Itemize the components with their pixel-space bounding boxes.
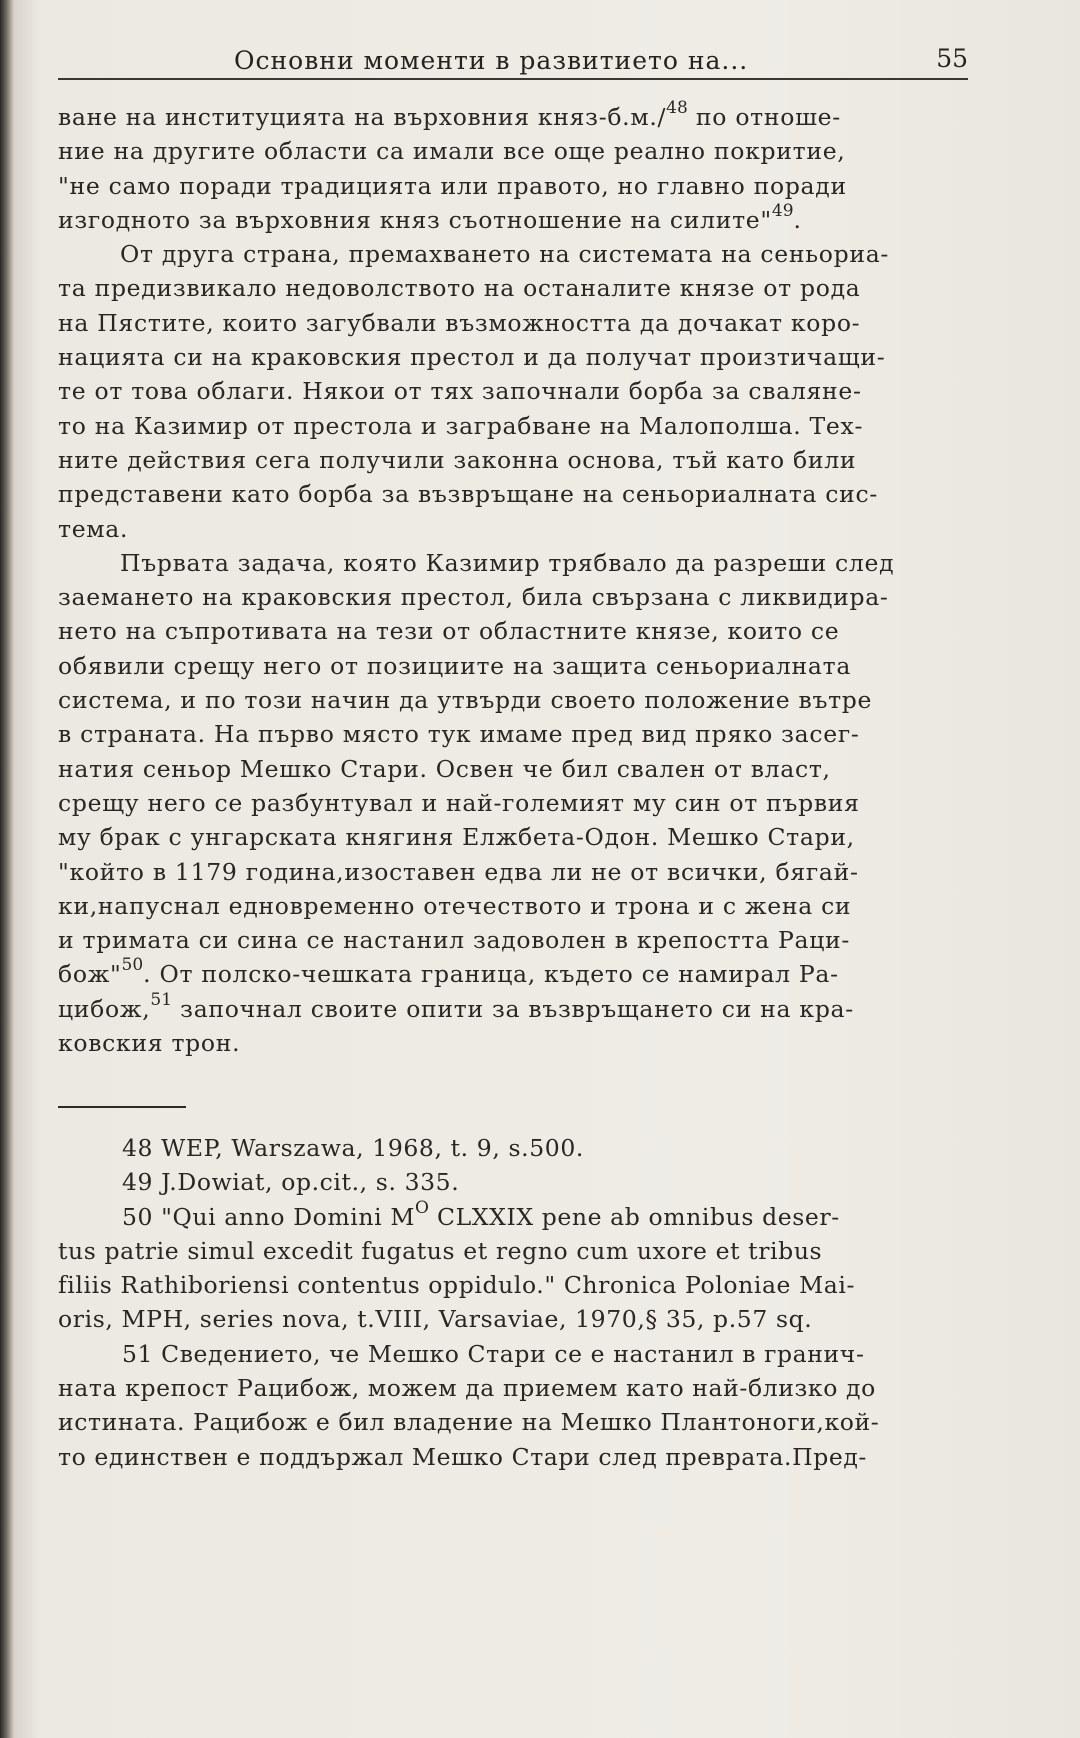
paragraph-line: Първата задача, която Казимир трябвало да разреши след [120,548,895,577]
paragraph-line: и тримата си сина се настанил задоволен в крепостта Раци- [58,926,851,955]
footnote-line: filiis Rathiboriensi contentus oppidulo." Chronica Poloniae Mai- [58,1271,856,1300]
running-title: Основни моменти в развитието на... [234,46,749,75]
footnote-line: tus patrie simul excedit fugatus et regno cum uxore et tribus [58,1236,823,1265]
footnote-51: 51 Сведението, че Мешко Стари се е настанил в гранич- [122,1339,865,1368]
footnote-49: 49 J.Dowiat, op.cit., s. 335. [122,1168,460,1197]
footnote-line: oris, MPH, series nova, t.VIII, Varsaviae, 1970,§ 35, p.57 sq. [58,1305,813,1334]
text-line: "не само поради традицията или правото, но главно поради [58,171,847,200]
paragraph-line: ки,напуснал едновременно отечеството и трона и с жена си [58,891,852,920]
footnote-separator [58,1106,186,1108]
paragraph-line: система, и по този начин да утвърди своето положение вътре [58,686,873,715]
paragraph-line: му брак с унгарската княгиня Елжбета-Одон. Мешко Стари, [58,823,855,852]
paragraph-line: натия сеньор Мешко Стари. Освен че бил свален от власт, [58,754,831,783]
paragraph-line: заемането на краковския престол, била свързана с ликвидира- [58,583,889,612]
page-number: 55 [936,44,968,73]
paragraph-line: та предизвикало недоволството на останалите князе от рода [58,274,861,303]
paragraph-line: обявили срещу него от позициите на защита сеньориалната [58,651,852,680]
footnote-ref-50: 50 [121,955,144,976]
running-header [58,44,968,80]
footnotes [58,1131,998,1474]
paragraph-line: "който в 1179 година,изоставен едва ли не от всички, бягай- [58,857,859,886]
paragraph-line: представени като борба за възвръщане на сеньориалната сис- [58,480,879,509]
footnote-50: 50 "Qui anno Domini $M^O$ CLXXIX pene ab omnibus deser- [122,1197,840,1231]
text-line: ване на институцията на върховния княз-б.м./$^{48}$ по отноше- [58,98,841,131]
text-line: изгодното за върховния княз съотношение на силите"$^{49}$. [58,200,802,234]
paragraph-line: срещу него се разбунтувал и най-големият му син от първия [58,788,860,817]
main-text [58,100,998,1060]
footnote-line: ната крепост Рацибож, можем да приемем като най-близко до [58,1374,876,1403]
footnote-line: то единствен е поддържал Мешко Стари след преврата.Пред- [58,1442,867,1471]
footnote-line: истината. Рацибож е бил владение на Мешко Плантоноги,кой- [58,1408,880,1437]
footnote-ref-51: 51 [150,989,173,1010]
paragraph-line: в страната. На първо място тук имаме пред вид пряко засег- [58,720,860,749]
paragraph-line: на Пястите, които загубвали възможността да дочакат коро- [58,308,861,337]
paragraph-line: те от това облаги. Някои от тях започнали борба за сваляне- [58,377,862,406]
footnote-ref-48: 48 [666,98,688,118]
footnote-ref-49: 49 [771,200,794,221]
paragraph-line: нацията си на краковския престол и да получат произтичащи- [58,343,886,372]
paragraph-line: цибож,$^{51}$ започнал своите опити за възвръщането си на кра- [58,989,854,1023]
paragraph-line: то на Казимир от престола и заграбване на Малополша. Тех- [58,411,864,440]
paragraph-line: ните действия сега получили законна основа, тъй като били [58,445,857,474]
paragraph-line: бож"$^{50}$. От полско-чешката граница, където се намирал Ра- [58,955,839,989]
paragraph-line: ковския трон. [58,1029,241,1058]
paragraph-line: нето на съпротивата на тези от областните князе, които се [58,617,840,646]
text-line: ние на другите области са имали все още реално покритие, [58,137,846,166]
footnote-48: 48 WEP, Warszawa, 1968, t. 9, s.500. [122,1134,584,1162]
paragraph-line: От друга страна, премахването на системата на сеньориа- [120,240,890,269]
paragraph-line: тема. [58,514,129,543]
